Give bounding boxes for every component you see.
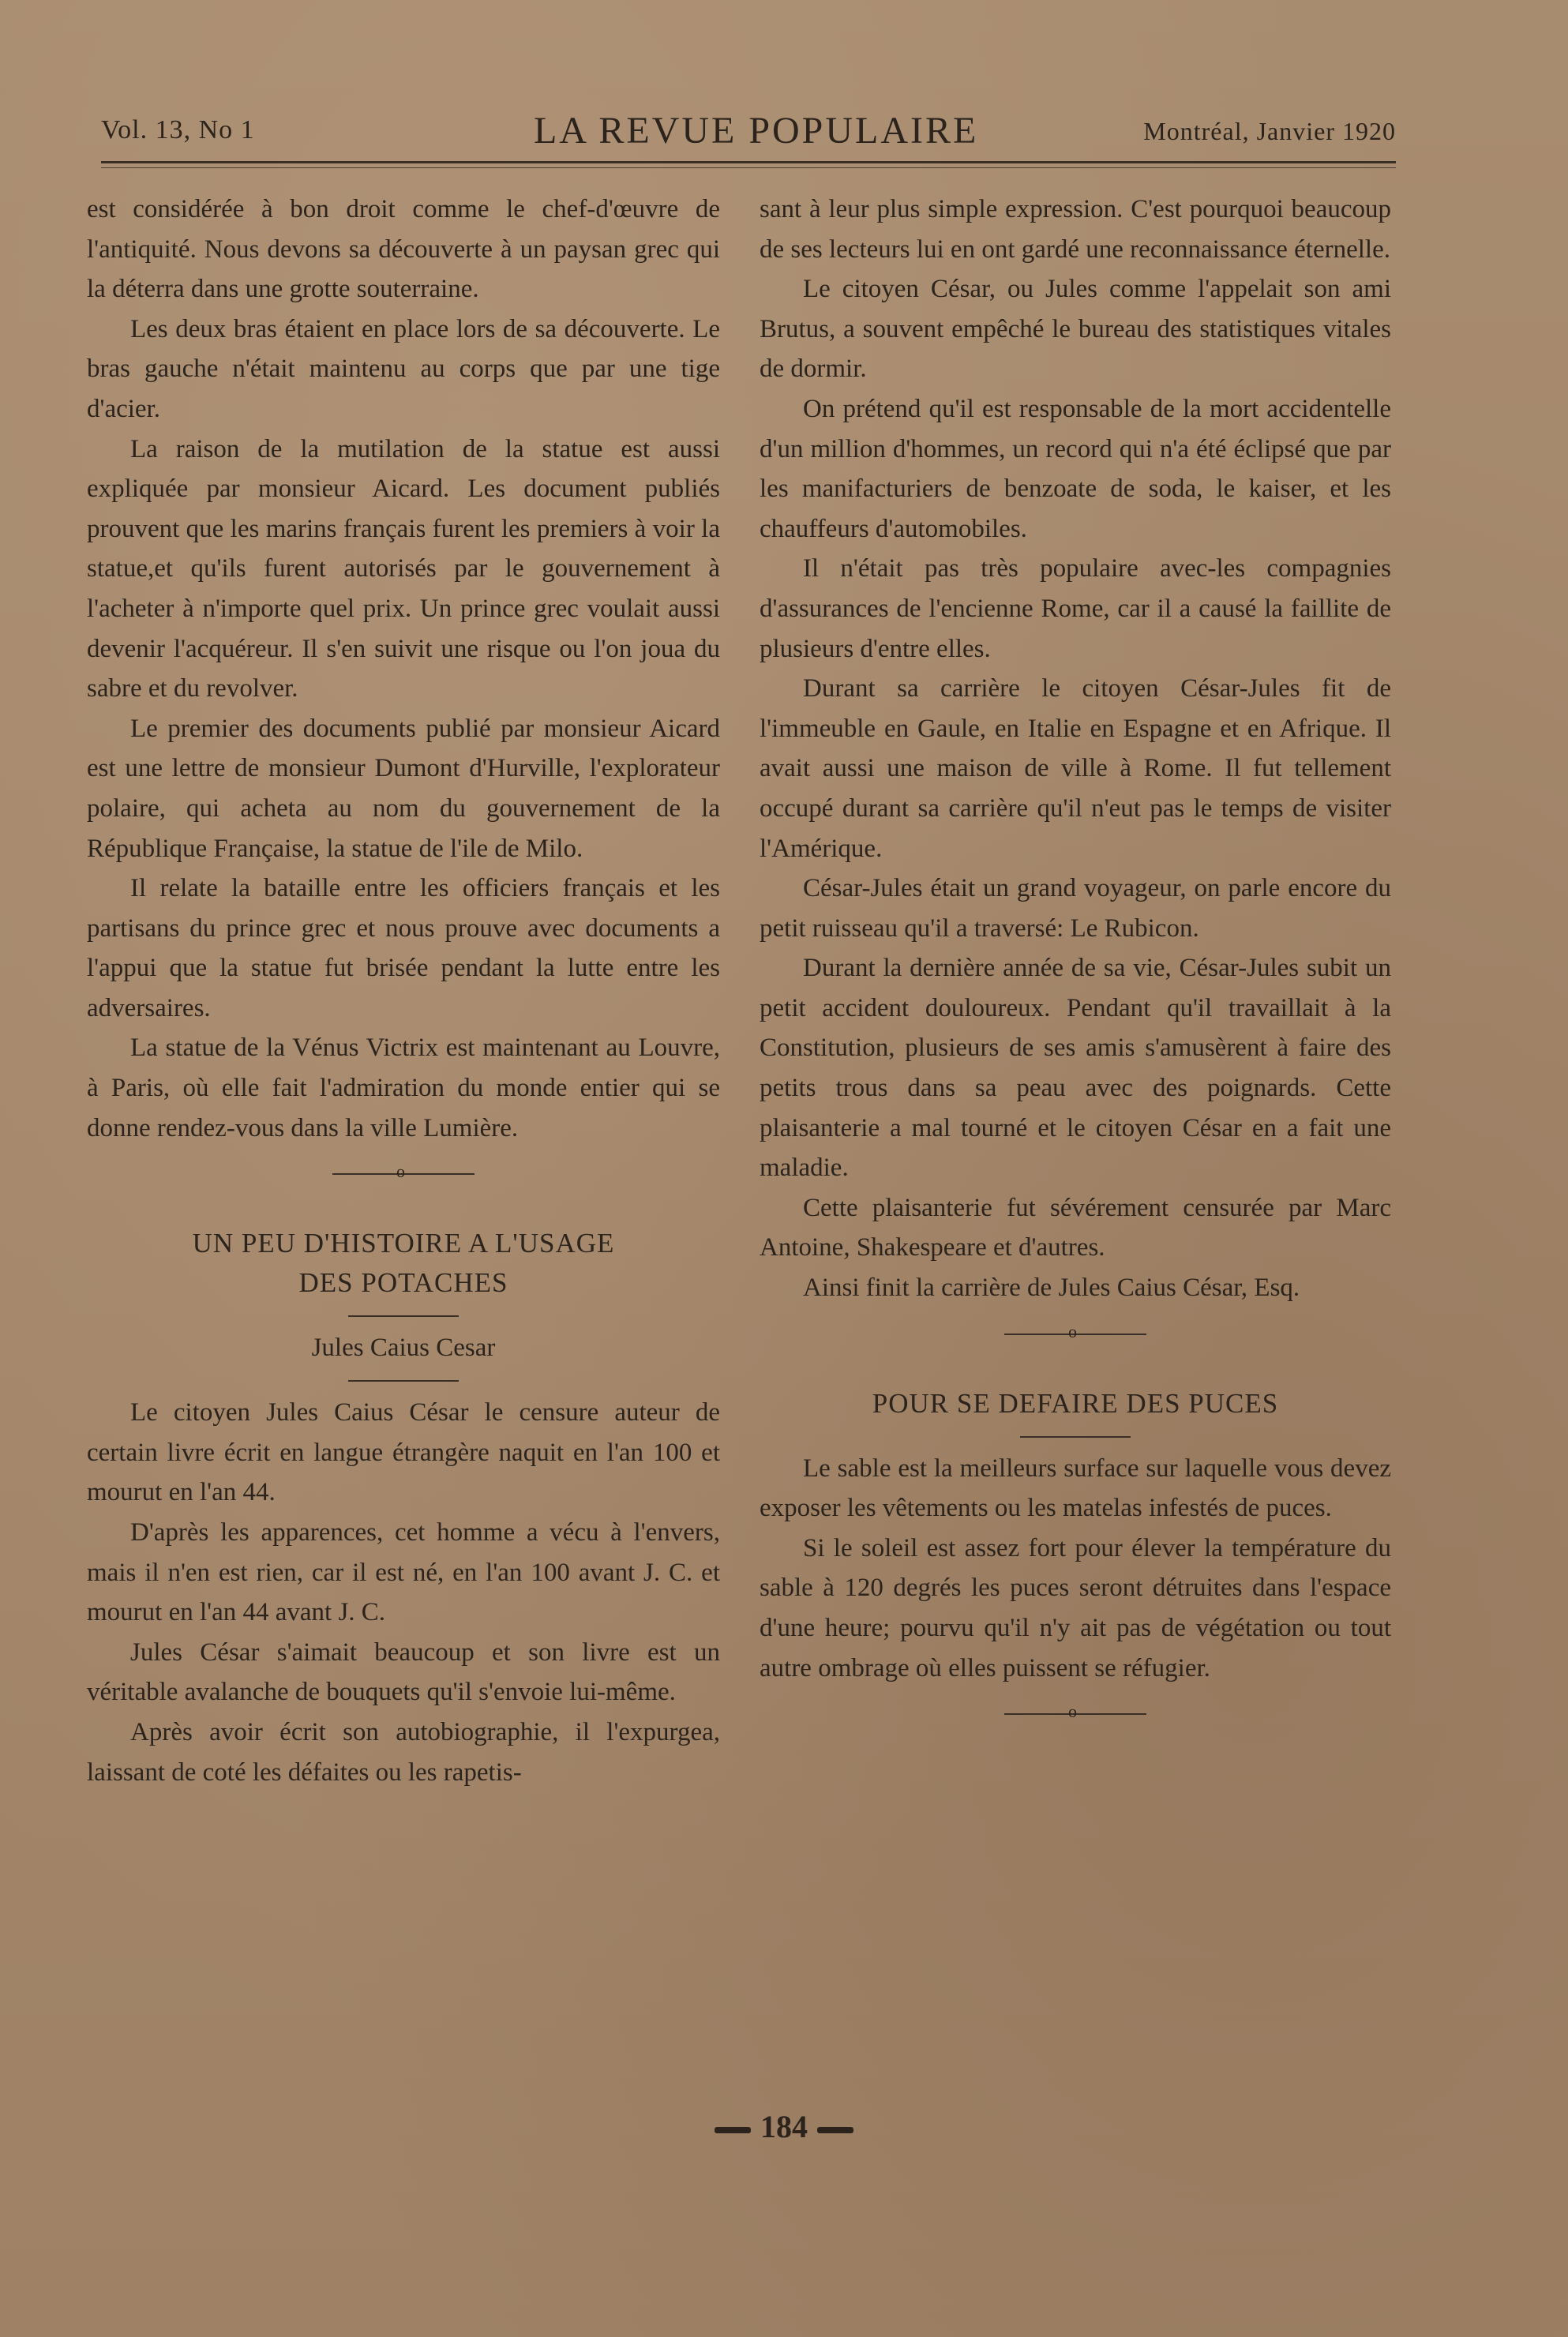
paragraph: Jules César s'aimait beaucoup et son livre est un véritable avalanche de bouquets qu'il s'envoie lui-même. (87, 1637, 720, 1707)
paragraph: Les deux bras étaient en place lors de sa découverte. Le bras gauche n'était maintenu au corps que par une tige d'acier. (87, 314, 720, 423)
paragraph: Ainsi finit la carrière de Jules Caius César, Esq. (803, 1274, 1300, 1303)
left-column (87, 189, 720, 1792)
ornament-dash-right (817, 2127, 853, 2133)
divider-mark: o (396, 1161, 405, 1182)
divider-mark: o (1068, 1321, 1077, 1341)
header-rule-thin (101, 167, 1396, 168)
right-column (760, 189, 1391, 1745)
paragraph: La raison de la mutilation de la statue est aussi expliquée par monsieur Aicard. Les document publiés prouvent que les marins français furent les premiers à voir la statue,et qu'ils furent autorisés par le gouvernement à l'acheter à n'importe quel prix. Un prince grec voulait aussi devenir l'acquéreur. Il s'en suivit une risque ou l'on joua du sabre et du revolver. (87, 434, 720, 703)
volume-number: Vol. 13, No 1 (101, 115, 255, 144)
paragraph: Il n'était pas très populaire avec-les compagnies d'assurances de l'encienne Rome, car il a causé la faillite de plusieurs d'entre elles. (760, 554, 1391, 663)
paragraph: La statue de la Vénus Victrix est maintenant au Louvre, à Paris, où elle fait l'admiration du monde entier qui se donne rendez-vous dans la ville Lumière. (87, 1033, 720, 1142)
article-title-line-1: UN PEU D'HISTOIRE A L'USAGE (192, 1228, 615, 1259)
paragraph: Le sable est la meilleurs surface sur laquelle vous devez exposer les vêtements ou les matelas infestés de puces. (760, 1454, 1391, 1523)
title-rule (348, 1315, 459, 1317)
paragraph: Le citoyen César, ou Jules comme l'appelait son ami Brutus, a souvent empêché le bureau des statistiques vitales de dormir. (760, 275, 1391, 384)
paragraph: Si le soleil est assez fort pour élever la température du sable à 120 degrés les puces seront détruites dans l'espace d'une heure; pourvu qu'il n'y ait pas de végétation ou tout autre ombrage où elles puissent se réfugier. (760, 1533, 1391, 1682)
page-header (101, 109, 1396, 164)
paragraph: Durant la dernière année de sa vie, César-Jules subit un petit accident douloureux. Pendant qu'il travaillait à la Constitution, plusieurs de ses amis s'amusèrent à faire des petits trous dans sa peau avec des poignards. Cette plaisanterie a mal tourné et le citoyen César en a fait une maladie. (760, 954, 1391, 1183)
paragraph: Il relate la bataille entre les officiers français et les partisans du prince grec et nous prouve avec documents a l'appui que la statue fut brisée pendant la lutte entre les adversaires. (87, 874, 720, 1022)
header-rule (101, 161, 1396, 163)
paragraph: D'après les apparences, cet homme a vécu à l'envers, mais il n'en est rien, car il est né, en l'an 100 avant J. C. et mourut en l'an 44 avant J. C. (87, 1518, 720, 1627)
ornament-dash-left (715, 2127, 751, 2133)
section-divider (760, 1318, 1391, 1352)
paragraph: Après avoir écrit son autobiographie, il l'expurgea, laissant de coté les défaites ou les rapetis- (87, 1718, 720, 1787)
article-title (87, 1224, 720, 1303)
byline-rule (348, 1380, 459, 1382)
place-date: Montréal, Janvier 1920 (1143, 117, 1396, 145)
paragraph: sant à leur plus simple expression. C'est pourquoi beaucoup de ses lecteurs lui en ont gardé une reconnaissance éternelle. (760, 195, 1391, 264)
publication-title: LA REVUE POPULAIRE (534, 110, 979, 152)
paragraph: Cette plaisanterie fut sévérement censurée par Marc Antoine, Shakespeare et d'autres. (760, 1193, 1391, 1262)
title-rule (1020, 1436, 1131, 1438)
article-title-line-2: DES POTACHES (298, 1267, 508, 1299)
paragraph: César-Jules était un grand voyageur, on parle encore du petit ruisseau qu'il a traversé: Le Rubicon. (760, 874, 1391, 943)
divider-mark: o (1068, 1701, 1077, 1722)
page-footer (0, 2108, 1568, 2145)
paragraph: Le citoyen Jules Caius César le censure auteur de certain livre écrit en langue étrangère naquit en l'an 100 et mourut en l'an 44. (87, 1398, 720, 1507)
page-number: 184 (760, 2109, 808, 2144)
article-title: POUR SE DEFAIRE DES PUCES (872, 1387, 1279, 1419)
paragraph: Durant sa carrière le citoyen César-Jules fit de l'immeuble en Gaule, en Italie en Espagne et en Afrique. Il avait aussi une maison de ville à Rome. Il fut tellement occupé durant sa carrière qu'il n'eut pas le temps de visiter l'Amérique. (760, 674, 1391, 863)
section-divider (760, 1697, 1391, 1732)
paragraph: est considérée à bon droit comme le chef-d'œuvre de l'antiquité. Nous devons sa découverte à un paysan grec qui la déterra dans une grotte souterraine. (87, 195, 720, 304)
article-byline: Jules Caius Cesar (311, 1334, 496, 1363)
section-divider (87, 1157, 720, 1192)
paragraph: On prétend qu'il est responsable de la mort accidentelle d'un million d'hommes, un record qui n'a été éclipsé que par les manifacturiers de benzoate de soda, le kaiser, et les chauffeurs d'automobiles. (760, 394, 1391, 543)
paragraph: Le premier des documents publié par monsieur Aicard est une lettre de monsieur Dumont d'Hurville, l'explorateur polaire, qui acheta au nom du gouvernement de la République Française, la statue de l'ile de Milo. (87, 714, 720, 863)
